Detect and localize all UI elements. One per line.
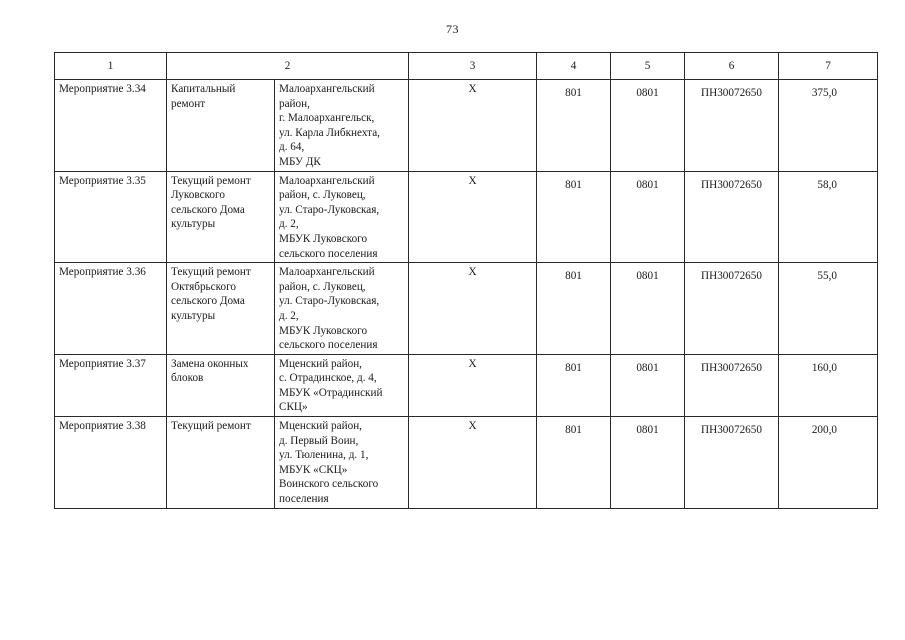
measure-address-line: д. 2,: [279, 309, 299, 322]
measure-name-line: культуры: [171, 309, 216, 322]
col-6-value-cell: [685, 263, 779, 355]
measure-address-line: д. 64,: [279, 141, 305, 154]
col-7-value-cell: [779, 417, 878, 509]
measure-name-line: Текущий ремонт: [171, 420, 251, 433]
col-7-value-cell: [779, 80, 878, 172]
table-row: [55, 354, 878, 416]
col-7-value-cell: [779, 354, 878, 416]
col-6-value: ПН30072650: [701, 424, 762, 437]
col-5-value: 0801: [636, 424, 659, 437]
measure-address-line: район, с. Луковец,: [279, 189, 366, 202]
measure-name-line: Луковского: [171, 189, 225, 202]
measure-id: Мероприятие 3.38: [59, 420, 146, 433]
header-col-1: 1: [55, 53, 167, 80]
col-7-value: 58,0: [817, 178, 837, 191]
col-3-value-cell: [409, 263, 537, 355]
col-3-value-cell: [409, 80, 537, 172]
col-4-value-cell: [537, 354, 611, 416]
table-row: [55, 417, 878, 509]
measure-id: Мероприятие 3.34: [59, 83, 146, 95]
measure-name-line: Капитальный: [171, 83, 236, 95]
col-7-value: 55,0: [817, 270, 837, 283]
measure-name-line: культуры: [171, 218, 216, 231]
col-6-value-cell: [685, 171, 779, 263]
measure-id-cell: [55, 354, 167, 416]
measure-address-line: Мценский район,: [279, 420, 362, 433]
col-4-value-cell: [537, 80, 611, 172]
header-col-7: 7: [779, 53, 878, 80]
col-4-value: 801: [565, 361, 582, 374]
col-5-value-cell: [611, 354, 685, 416]
col-3-value-cell: [409, 417, 537, 509]
measure-address-cell: [275, 263, 409, 355]
measure-address-line: Малоархангельский: [279, 266, 375, 279]
col-5-value-cell: [611, 417, 685, 509]
col-6-value: ПН30072650: [701, 361, 762, 374]
table-row: [55, 263, 878, 355]
measure-address-line: Мценский район,: [279, 357, 362, 370]
header-col-3: 3: [409, 53, 537, 80]
col-6-value: ПН30072650: [701, 178, 762, 191]
col-5-value: 0801: [636, 178, 659, 191]
col-3-value: Х: [468, 357, 477, 370]
measure-address-cell: [275, 80, 409, 172]
measure-address-line: МБУК Луковского: [279, 324, 368, 337]
measure-id-cell: [55, 80, 167, 172]
measure-address-line: ул. Старо-Луковская,: [279, 203, 380, 216]
col-4-value: 801: [565, 424, 582, 437]
measure-name-cell: [167, 354, 275, 416]
measure-id: Мероприятие 3.36: [59, 266, 146, 279]
measure-name-cell: [167, 80, 275, 172]
col-4-value-cell: [537, 417, 611, 509]
measure-id-cell: [55, 417, 167, 509]
col-6-value-cell: [685, 80, 779, 172]
measure-id: Мероприятие 3.35: [59, 174, 146, 187]
col-4-value: 801: [565, 270, 582, 283]
header-col-4: 4: [537, 53, 611, 80]
measure-address-line: сельского поселения: [279, 247, 378, 260]
measure-name-line: Текущий ремонт: [171, 266, 251, 279]
col-3-value: Х: [468, 83, 477, 95]
measure-address-line: район,: [279, 97, 310, 110]
col-7-value-cell: [779, 171, 878, 263]
measure-id-cell: [55, 263, 167, 355]
measure-address-line: д. Первый Воин,: [279, 434, 359, 447]
page-number: 73: [446, 22, 459, 36]
measure-id-cell: [55, 171, 167, 263]
measure-address-line: ул. Карла Либкнехта,: [279, 126, 380, 139]
measure-address-line: Малоархангельский: [279, 174, 375, 187]
measure-name-cell: [167, 171, 275, 263]
col-7-value-cell: [779, 263, 878, 355]
col-5-value-cell: [611, 171, 685, 263]
measure-address-line: ул. Тюленина, д. 1,: [279, 449, 369, 462]
col-6-value-cell: [685, 417, 779, 509]
header-col-5: 5: [611, 53, 685, 80]
measure-address-line: МБУК «Отрадинский: [279, 386, 383, 399]
col-5-value-cell: [611, 263, 685, 355]
col-3-value: Х: [468, 420, 477, 433]
measure-address-line: МБУК «СКЦ»: [279, 463, 348, 476]
col-7-value: 200,0: [811, 424, 837, 437]
measure-address-cell: [275, 171, 409, 263]
measure-address-line: район, с. Луковец,: [279, 280, 366, 293]
col-3-value: Х: [468, 174, 477, 187]
measure-name-line: блоков: [171, 372, 204, 385]
measure-name-line: Текущий ремонт: [171, 174, 251, 187]
measure-address-line: с. Отрадинское, д. 4,: [279, 372, 377, 385]
measure-name-cell: [167, 263, 275, 355]
col-3-value-cell: [409, 171, 537, 263]
col-6-value: ПН30072650: [701, 87, 762, 99]
measure-address-line: поселения: [279, 493, 329, 506]
measure-name-line: Замена оконных: [171, 357, 249, 370]
measure-name-line: ремонт: [171, 97, 206, 110]
col-3-value-cell: [409, 354, 537, 416]
header-col-2: 2: [167, 53, 409, 80]
header-col-6: 6: [685, 53, 779, 80]
measure-address-line: СКЦ»: [279, 401, 308, 414]
measure-name-line: сельского Дома: [171, 295, 245, 308]
table-header-row: [55, 53, 878, 80]
col-5-value: 0801: [636, 87, 659, 99]
measure-address-line: Воинского сельского: [279, 478, 379, 491]
measure-address-cell: [275, 354, 409, 416]
col-7-value: 160,0: [811, 361, 837, 374]
col-5-value: 0801: [636, 270, 659, 283]
col-7-value: 375,0: [811, 87, 837, 99]
measure-address-line: МБУК Луковского: [279, 232, 368, 245]
col-6-value: ПН30072650: [701, 270, 762, 283]
col-3-value: Х: [468, 266, 477, 279]
col-6-value-cell: [685, 354, 779, 416]
measure-address-line: Малоархангельский: [279, 83, 375, 95]
measure-address-line: г. Малоархангельск,: [279, 112, 375, 125]
col-4-value-cell: [537, 263, 611, 355]
col-4-value: 801: [565, 87, 582, 99]
measure-name-line: сельского Дома: [171, 203, 245, 216]
col-4-value: 801: [565, 178, 582, 191]
col-5-value-cell: [611, 80, 685, 172]
col-4-value-cell: [537, 171, 611, 263]
measure-address-cell: [275, 417, 409, 509]
measure-address-line: МБУ ДК: [279, 155, 321, 168]
col-5-value: 0801: [636, 361, 659, 374]
table-row: [55, 80, 878, 172]
measure-address-line: д. 2,: [279, 218, 299, 231]
measure-address-line: ул. Старо-Луковская,: [279, 295, 380, 308]
budget-table: [54, 52, 878, 509]
measure-name-line: Октябрьского: [171, 280, 236, 293]
measure-id: Мероприятие 3.37: [59, 357, 146, 370]
table-row: [55, 171, 878, 263]
measure-address-line: сельского поселения: [279, 339, 378, 352]
measure-name-cell: [167, 417, 275, 509]
